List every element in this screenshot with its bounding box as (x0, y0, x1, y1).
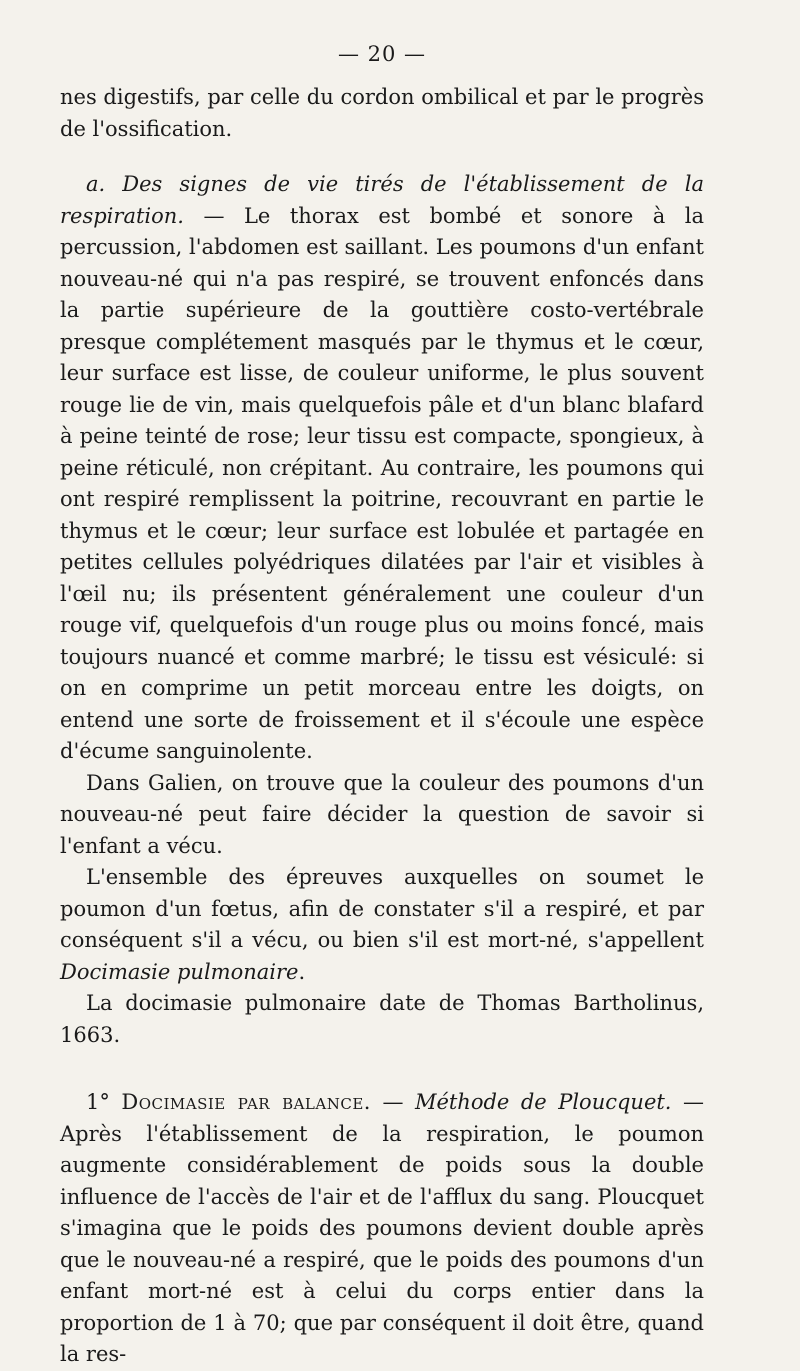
paragraph-text: L'ensemble des épreuves auxquelles on soumet le poumon d'un fœtus, afin de constater s'il a respiré, et par conséquent s'il a vécu, ou bien s'il est mort-né, s'appellent (60, 865, 704, 952)
em-dash: — (370, 1090, 415, 1114)
paragraph-period: . (298, 959, 306, 984)
paragraph-docimasie-definition (60, 862, 704, 988)
em-dash: — (671, 1090, 704, 1114)
section-heading-balance: Docimasie par balance. (121, 1090, 371, 1114)
paragraph-bartholinus: La docimasie pulmonaire date de Thomas Bartholinus, 1663. (60, 991, 704, 1047)
section-number: 1° (86, 1090, 122, 1114)
paragraph-body: Le thorax est bombé et sonore à la percussion, l'abdomen est saillant. Les poumons d'un enfant nouveau-né qui n'a pas respiré, se trouvent enfoncés dans la partie supérieure de la gouttière costo-vertébrale presque complétement masqués par le thymus et le cœur, leur surface est lisse, de couleur uniforme, le plus souvent rouge lie de vin, mais quelquefois pâle et d'un blanc blafard à peine teinté de rose; leur tissu est compacte, spongieux, à peine réticulé, non crépitant. Au contraire, les poumons qui ont respiré remplissent la poitrine, recouvrant en partie le thymus et le cœur; leur surface est lobulée et partagée en petites cellules polyédriques dilatées par l'air et visibles à l'œil nu; ils présentent généralement une couleur d'un rouge vif, quelquefois d'un rouge plus ou moins foncé, mais toujours nuancé et comme marbré; le tissu est vésiculé: si on en comprime un petit morceau entre les doigts, on entend une sorte de froissement et il s'écoule une espèce d'écume sanguinolente. (60, 203, 704, 763)
em-dash: — (183, 203, 244, 228)
paragraph-docimasie-balance (60, 1087, 704, 1371)
method-title-ploucquet: Méthode de Ploucquet. (414, 1090, 672, 1114)
section-heading-respiration: a. Des signes de vie tirés de l'établissement de la respiration. (60, 172, 704, 228)
page-number: — 20 — (337, 42, 427, 66)
term-docimasie-pulmonaire: Docimasie pulmonaire (60, 959, 299, 984)
paragraph-galien: Dans Galien, on trouve que la couleur des poumons d'un nouveau-né peut faire décider la question de savoir si l'enfant a vécu. (60, 770, 704, 858)
paragraph-body: Après l'établissement de la respiration, le poumon augmente considérablement de poids sous la double influence de l'accès de l'air et de l'afflux du sang. Ploucquet s'imagina que le poids des poumons devient double après que le nouveau-né a respiré, que le poids des poumons d'un enfant mort-né est à celui du corps entier dans la proportion de 1 à 70; que par conséquent il doit être, quand la res- (60, 1121, 704, 1366)
paragraph-continuation: nes digestifs, par celle du cordon ombilical et par le progrès de l'ossification. (60, 85, 704, 141)
paragraph-respiration-signs (60, 169, 704, 768)
